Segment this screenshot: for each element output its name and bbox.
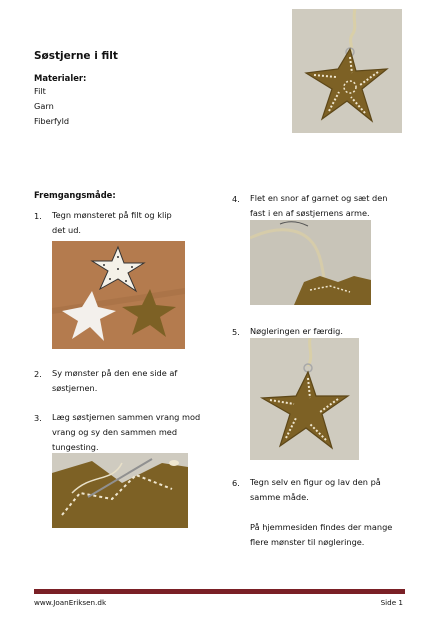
step-6-text: Tegn selv en figur og lav den på samme måde. [250,477,381,502]
material-item: Fiberfyld [34,116,70,126]
material-item: Garn [34,101,54,111]
step-number: 6. [232,478,240,488]
footer-page-number: Side 1 [380,598,403,607]
step-number: 4. [232,194,240,204]
step-1-text: Tegn mønsteret på filt og klip det ud. [52,210,172,235]
footer-website-link[interactable]: www.JoanEriksen.dk [34,598,107,607]
footer-bar [34,589,405,594]
materials-heading: Materialer: [34,73,87,83]
finished-starfish-photo [292,9,402,133]
materials-list [34,84,69,129]
step-3-text: Læg søstjernen sammen vrang mod vrang og sy den sammen med tungesting. [52,412,201,452]
step-number: 3. [34,413,42,423]
sewing-starfish-photo [52,453,188,528]
cutout-starfish-photo [52,241,185,349]
finished-keyring-photo [250,338,359,460]
step-number: 5. [232,327,240,337]
step-4-text: Flet en snor af garnet og sæt den fast i en af søstjernens arme. [250,193,388,218]
braided-cord-photo [250,220,371,305]
material-item: Filt [34,86,46,96]
step-number: 2. [34,369,42,379]
step-2-text: Sy mønster på den ene side af søstjernen. [52,368,178,393]
extra-note: På hjemmesiden findes der mange flere mønster til nøgleringe. [250,522,393,547]
step-5-text: Nøgleringen er færdig. [250,326,343,336]
step-number: 1. [34,211,42,221]
procedure-heading: Fremgangsmåde: [34,190,116,200]
page-title: Søstjerne i filt [34,50,118,62]
